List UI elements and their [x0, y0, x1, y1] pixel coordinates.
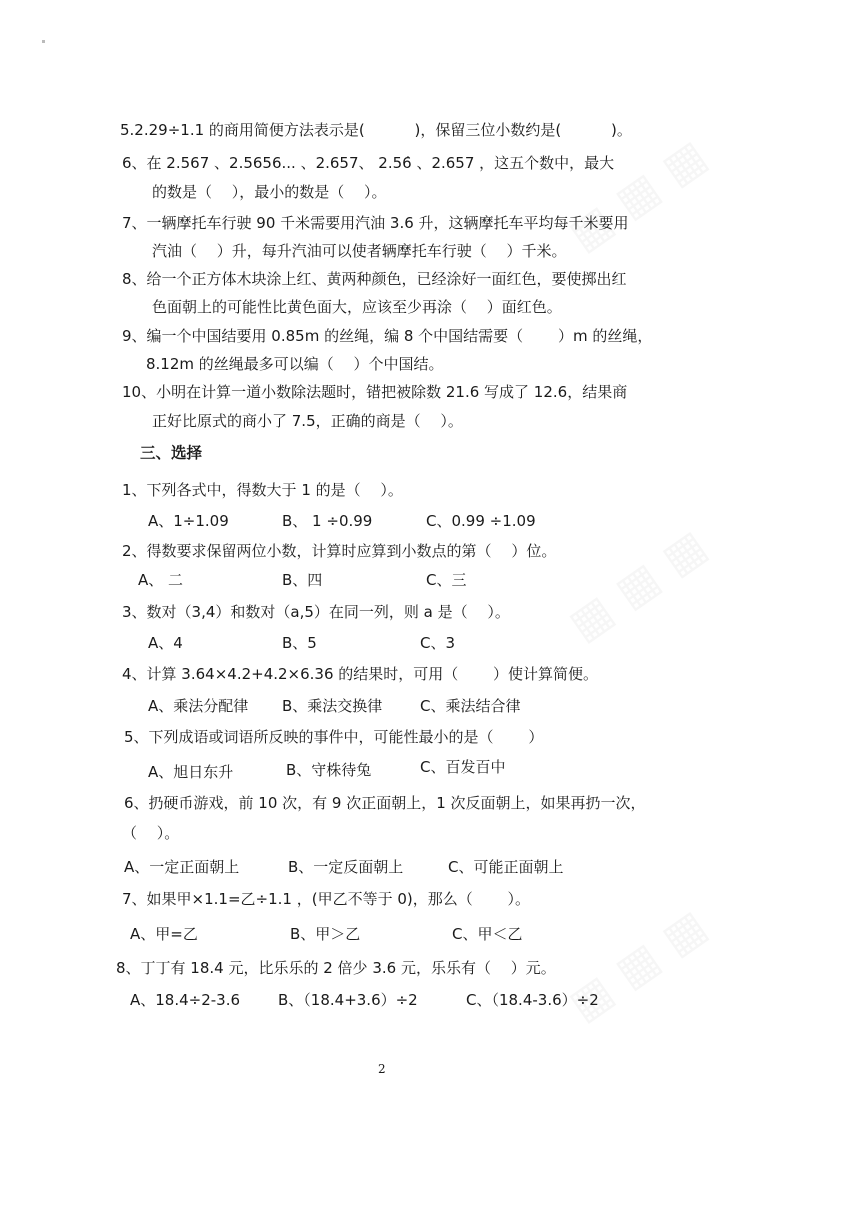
scan-speck — [42, 40, 45, 43]
option-c: C、（18.4-3.6）÷2 — [466, 991, 599, 1009]
choice-question-2: 2、得数要求保留两位小数，计算时应算到小数点的第（ ）位。 — [122, 542, 557, 560]
option-a: A、18.4÷2-3.6 — [130, 991, 241, 1009]
choice-question-8: 8、丁丁有 18.4 元，比乐乐的 2 倍少 3.6 元，乐乐有（ ）元。 — [116, 959, 556, 977]
option-c: C、可能正面朝上 — [448, 858, 564, 876]
question-6-line-1: 6、在 2.567 、2.5656... 、2.657、 2.56̇ 、2.657 ，这五个数中，最大 — [122, 154, 615, 172]
option-b: B、甲＞乙 — [290, 925, 361, 943]
watermark — [559, 900, 716, 1031]
option-a: A、一定正面朝上 — [124, 858, 240, 876]
watermark — [559, 520, 716, 651]
question-10-line-2: 正好比原式的商小了 7.5，正确的商是（ ）。 — [152, 412, 463, 430]
option-b: B、乘法交换律 — [282, 697, 383, 715]
option-a: A、 二 — [138, 571, 184, 589]
choice-question-5: 5、下列成语或词语所反映的事件中，可能性最小的是（ ） — [124, 728, 544, 746]
option-a: A、4 — [148, 634, 183, 652]
question-6-line-2: 的数是（ ），最小的数是（ ）。 — [152, 183, 387, 201]
option-c: C、乘法结合律 — [420, 697, 521, 715]
option-a: A、旭日东升 — [148, 763, 234, 781]
option-b: B、一定反面朝上 — [288, 858, 404, 876]
question-7-line-2: 汽油（ ）升，每升汽油可以使者辆摩托车行驶（ ）千米。 — [152, 242, 567, 260]
option-c: C、三 — [426, 571, 467, 589]
option-b: B、5 — [282, 634, 317, 652]
option-b: B、 1 ÷0.99 — [282, 512, 373, 530]
option-b: B、四 — [282, 571, 323, 589]
question-8-line-1: 8、给一个正方体木块涂上红、黄两种颜色，已经涂好一面红色，要使掷出红 — [122, 270, 627, 288]
choice-question-3: 3、数对（3,4）和数对（a,5）在同一列，则 a 是（ ）。 — [122, 603, 510, 621]
option-c: C、0.99 ÷1.09 — [426, 512, 536, 530]
page-number: 2 — [378, 1062, 386, 1076]
option-c: C、百发百中 — [420, 758, 506, 776]
option-b: B、（18.4+3.6）÷2 — [278, 991, 418, 1009]
question-9-line-2: 8.12m 的丝绳最多可以编（ ）个中国结。 — [146, 355, 444, 373]
question-5: 5.2.29÷1.1 的商用简便方法表示是( )，保留三位小数约是( )。 — [120, 121, 632, 139]
question-10-line-1: 10、小明在计算一道小数除法题时，错把被除数 21.6 写成了 12.6，结果商 — [122, 383, 628, 401]
choice-question-4: 4、计算 3.64×4.2+4.2×6.36 的结果时，可用（ ）使计算简便。 — [122, 665, 599, 683]
option-c: C、3 — [420, 634, 456, 652]
choice-question-6-line-1: 6、扔硬币游戏，前 10 次，有 9 次正面朝上，1 次反面朝上，如果再扔一次， — [124, 794, 646, 812]
option-a: A、甲=乙 — [130, 925, 198, 943]
option-b: B、守株待兔 — [286, 761, 372, 779]
choice-question-6-line-2: （ ）。 — [122, 824, 180, 842]
question-9-line-1: 9、编一个中国结要用 0.85m 的丝绳，编 8 个中国结需要（ ）m 的丝绳， — [122, 327, 653, 345]
watermark — [559, 130, 716, 261]
option-a: A、乘法分配律 — [148, 697, 249, 715]
choice-question-7: 7、如果甲×1.1=乙÷1.1 ，(甲乙不等于 0)，那么（ ）。 — [122, 890, 531, 908]
question-7-line-1: 7、一辆摩托车行驶 90 千米需要用汽油 3.6 升，这辆摩托车平均每千米要用 — [122, 214, 629, 232]
option-a: A、1÷1.09 — [148, 512, 229, 530]
option-c: C、甲＜乙 — [452, 925, 523, 943]
question-8-line-2: 色面朝上的可能性比黄色面大，应该至少再涂（ ）面红色。 — [152, 298, 562, 316]
choice-question-1: 1、下列各式中，得数大于 1 的是（ ）。 — [122, 481, 403, 499]
section-title: 三、选择 — [140, 444, 203, 462]
